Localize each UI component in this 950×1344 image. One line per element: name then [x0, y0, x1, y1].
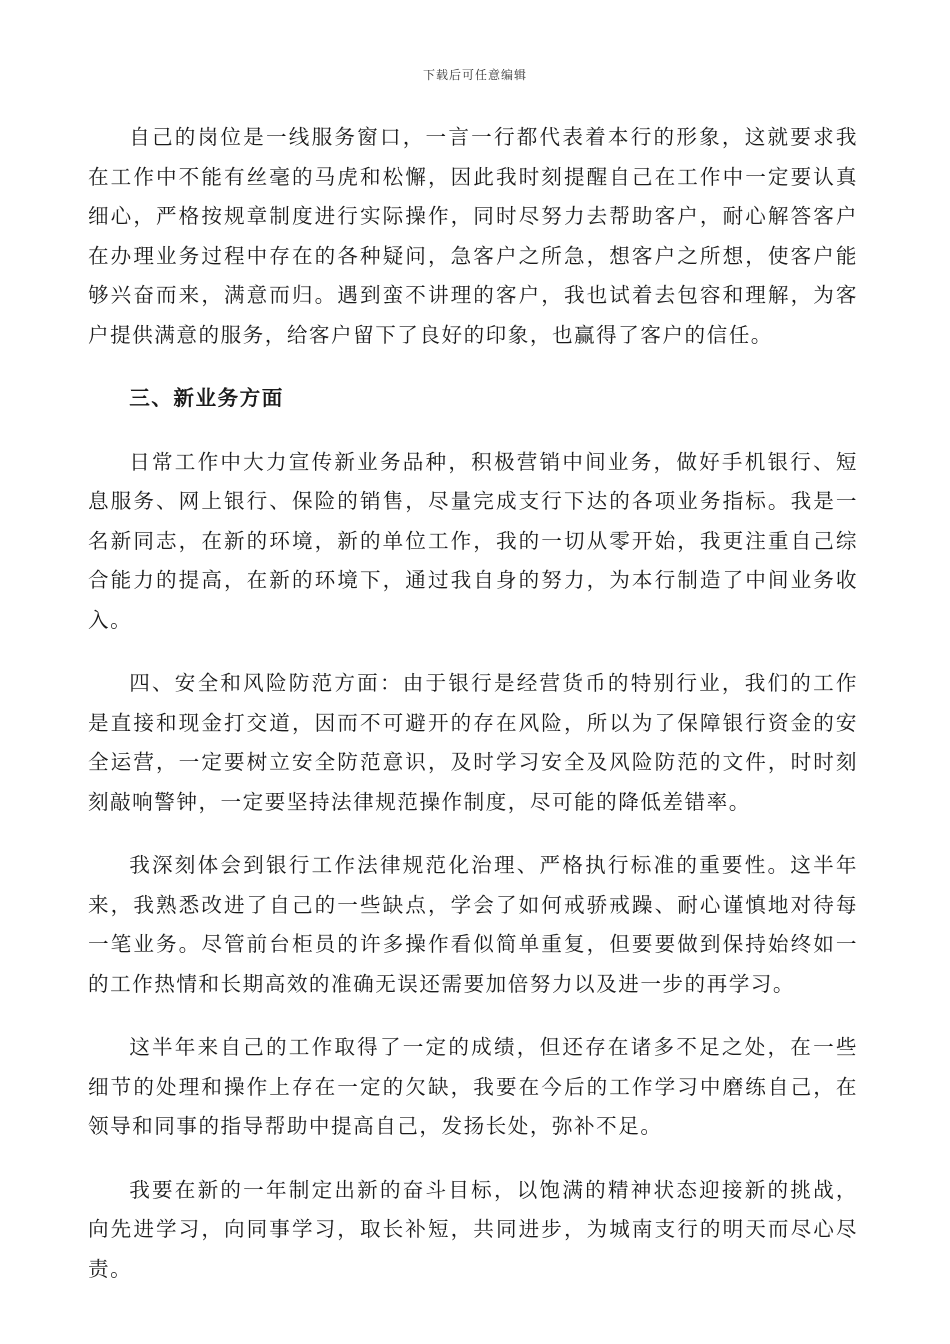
- document-body: [88, 118, 858, 1313]
- paragraph-service-window: 自己的岗位是一线服务窗口，一言一行都代表着本行的形象，这就要求我在工作中不能有丝毫的马虎和松懈，因此我时刻提醒自己在工作中一定要认真细心，严格按规章制度进行实际操作，同时尽努力去帮助客户，耐心解答客户在办理业务过程中存在的各种疑问，急客户之所急，想客户之所想，使客户能够兴奋而来，满意而归。遇到蛮不讲理的客户，我也试着去包容和理解，为客户提供满意的服务，给客户留下了良好的印象，也赢得了客户的信任。: [88, 125, 858, 347]
- paragraph-reflection: 我深刻体会到银行工作法律规范化治理、严格执行标准的重要性。这半年来，我熟悉改进了自己的一些缺点，学会了如何戒骄戒躁、耐心谨慎地对待每一笔业务。尽管前台柜员的许多操作看似简单重复，但要要做到保持始终如一的工作热情和长期高效的准确无误还需要加倍努力以及进一步的再学习。: [88, 853, 858, 996]
- paragraph-goals: 我要在新的一年制定出新的奋斗目标，以饱满的精神状态迎接新的挑战，向先进学习，向同事学习，取长补短，共同进步，为城南支行的明天而尽心尽责。: [88, 1177, 858, 1281]
- header-note: 下载后可任意编辑: [422, 68, 527, 82]
- paragraph-security-risk: 四、安全和风险防范方面：由于银行是经营货币的特别行业，我们的工作是直接和现金打交道，因而不可避开的存在风险，所以为了保障银行资金的安全运营，一定要树立安全防范意识，及时学习安全及风险防范的文件，时时刻刻敲响警钟，一定要坚持法律规范操作制度，尽可能的降低差错率。: [88, 671, 858, 814]
- section-heading-new-business: 三、新业务方面: [129, 386, 284, 410]
- paragraph-new-business: 日常工作中大力宣传新业务品种，积极营销中间业务，做好手机银行、短息服务、网上银行、保险的销售，尽量完成支行下达的各项业务指标。我是一名新同志，在新的环境，新的单位工作，我的一切从零开始，我更注重自己综合能力的提高，在新的环境下，通过我自身的努力，为本行制造了中间业务收入。: [88, 449, 858, 632]
- paragraph-achievements: 这半年来自己的工作取得了一定的成绩，但还存在诸多不足之处，在一些细节的处理和操作上存在一定的欠缺，我要在今后的工作学习中磨练自己，在领导和同事的指导帮助中提高自己，发扬长处，弥补不足。: [88, 1035, 858, 1138]
